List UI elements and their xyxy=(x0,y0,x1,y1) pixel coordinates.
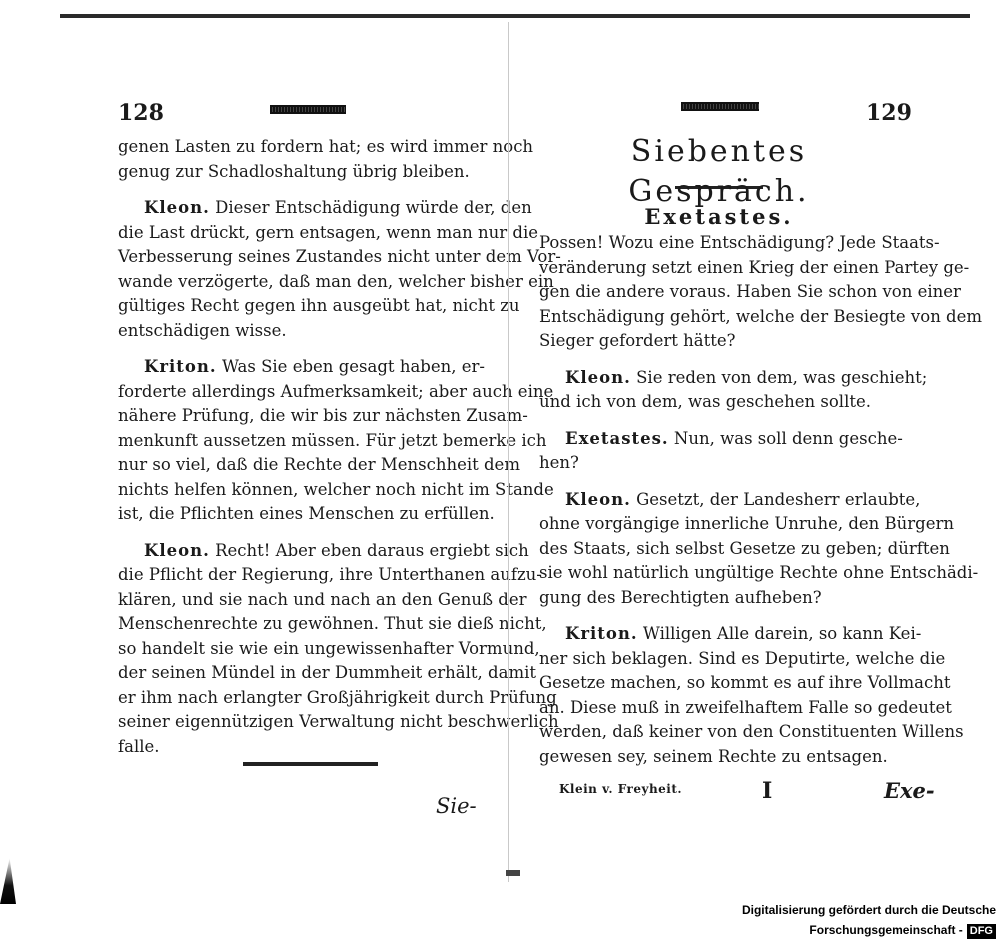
banner-text: Digitalisierung gefördert durch die Deutsche Forschungsgemeinschaft - xyxy=(741,903,996,937)
text-line xyxy=(118,588,527,613)
line-text: die Pflicht der Regierung, ihre Unterthanen aufzu- xyxy=(118,565,542,584)
line-text: ohne vorgängige innerliche Unruhe, den Bürgern xyxy=(539,514,954,533)
text-line xyxy=(118,710,559,735)
text-line xyxy=(539,231,940,256)
text-line xyxy=(539,366,928,391)
text-line xyxy=(539,329,899,354)
catchword-right: Exe- xyxy=(884,778,935,803)
line-text: genug zur Schadloshaltung übrig bleiben. xyxy=(118,161,470,181)
scan-top-bar xyxy=(60,14,970,18)
text-line xyxy=(118,478,554,503)
line-text: forderte allerdings Aufmerksamkeit; aber auch eine xyxy=(118,381,554,401)
line-text: gewesen sey, seinem Rechte zu entsagen. xyxy=(539,746,888,766)
line-text: veränderung setzt einen Krieg der einen Partey ge- xyxy=(539,257,970,277)
speaker-name: Kleon. xyxy=(144,198,210,217)
line-text: nähere Prüfung, die wir bis zur nächsten Zusam- xyxy=(118,406,528,425)
line-text: ner sich beklagen. Sind es Deputirte, welche die xyxy=(539,648,946,668)
line-text: Possen! Wozu eine Entschädigung? Jede Staats- xyxy=(539,233,940,252)
text-line xyxy=(539,671,951,696)
header-ornament-rule-left xyxy=(270,105,346,114)
text-line xyxy=(118,539,529,564)
text-line xyxy=(539,390,899,415)
text-line xyxy=(118,735,485,760)
speaker-name: Kleon. xyxy=(565,489,631,509)
text-line xyxy=(539,586,899,611)
text-line xyxy=(539,305,983,330)
line-text: Dieser Entschädigung würde der, den xyxy=(215,198,532,217)
speaker-name: Kriton. xyxy=(565,624,638,643)
line-text: Entschädigung gehört, welche der Besiegte von dem xyxy=(539,306,983,326)
end-of-text-rule xyxy=(243,762,378,766)
text-line xyxy=(118,294,520,319)
line-text: Gesetze machen, so kommt es auf ihre Vollmacht xyxy=(539,673,951,692)
gutter-mark xyxy=(506,870,520,876)
text-line xyxy=(118,221,539,246)
line-text: die Last drückt, gern entsagen, wenn man nur die xyxy=(118,222,539,242)
line-text: werden, daß keiner von den Constituenten Willens xyxy=(539,722,964,741)
page-footer xyxy=(559,778,989,808)
right-page-text xyxy=(539,231,983,769)
text-line xyxy=(539,427,903,452)
line-text: Sie reden von dem, was geschieht; xyxy=(636,367,928,387)
text-line xyxy=(118,686,557,711)
text-line xyxy=(118,135,534,160)
text-line xyxy=(539,720,964,745)
line-text: so handelt sie wie ein ungewissenhafter Vormund, xyxy=(118,638,540,658)
speaker-name: Exetastes. xyxy=(565,428,669,448)
line-text: falle. xyxy=(118,736,160,756)
text-line xyxy=(118,160,485,185)
signature-mark: I xyxy=(762,778,773,804)
text-line xyxy=(118,637,540,662)
text-line xyxy=(539,745,899,770)
text-line xyxy=(539,622,922,647)
chapter-title: Siebentes Gespräch. xyxy=(628,134,810,209)
line-text: Was Sie eben gesagt haben, er- xyxy=(221,357,485,376)
right-page-text-block xyxy=(539,132,983,769)
text-line xyxy=(118,270,554,295)
line-text: Menschenrechte zu gewöhnen. Thut sie dieß nicht, xyxy=(118,614,547,633)
opening-speaker: Exetastes. xyxy=(644,204,794,229)
line-text: menkunft aussetzen müssen. Für jetzt bemerke ich xyxy=(118,430,547,450)
line-text: entschädigen wisse. xyxy=(118,320,287,340)
text-line xyxy=(539,280,961,305)
line-text: der seinen Mündel in der Dummheit erhält, damit xyxy=(118,663,536,682)
line-text: gung des Berechtigten aufheben? xyxy=(539,587,822,607)
right-page xyxy=(508,22,1001,882)
line-text: nichts helfen können, welcher noch nicht im Stande xyxy=(118,479,554,499)
text-line xyxy=(118,563,542,588)
text-line xyxy=(539,647,946,672)
text-line xyxy=(118,612,547,637)
text-line xyxy=(118,196,532,221)
line-text: klären, und sie nach und nach an den Genuß der xyxy=(118,589,527,609)
catchword-left: Sie- xyxy=(436,794,477,818)
line-text: und ich von dem, was geschehen sollte. xyxy=(539,392,871,411)
text-line xyxy=(118,502,495,527)
line-text: nur so viel, daß die Rechte der Menschheit dem xyxy=(118,455,520,474)
text-line xyxy=(118,380,554,405)
text-line xyxy=(539,512,954,537)
line-text: ist, die Pflichten eines Menschen zu erfüllen. xyxy=(118,504,495,523)
text-line xyxy=(539,451,899,476)
line-text: Willigen Alle darein, so kann Kei- xyxy=(642,624,922,643)
text-line xyxy=(539,537,950,562)
scan-top-edge xyxy=(0,0,1000,22)
line-text: wande verzögerte, daß man den, welcher bisher ein xyxy=(118,271,554,291)
text-line xyxy=(118,245,561,270)
left-page xyxy=(0,22,561,882)
line-text: genen Lasten zu fordern hat; es wird immer noch xyxy=(118,137,534,156)
line-text: des Staats, sich selbst Gesetze zu geben; dürften xyxy=(539,538,950,558)
speaker-name: Kleon. xyxy=(144,540,210,560)
text-line xyxy=(539,696,952,721)
page-number-right: 129 xyxy=(866,100,912,126)
text-line xyxy=(539,488,921,513)
text-line xyxy=(118,404,528,429)
dfg-logo: DFG xyxy=(967,924,996,939)
speaker-name: Kriton. xyxy=(144,357,217,376)
line-text: Gesetzt, der Landesherr erlaubte, xyxy=(636,489,921,509)
text-line xyxy=(118,453,520,478)
line-text: er ihm nach erlangter Großjährigkeit durch Prüfung xyxy=(118,687,557,707)
text-line xyxy=(118,355,485,380)
line-text: gen die andere voraus. Haben Sie schon von einer xyxy=(539,282,961,301)
text-line xyxy=(118,319,485,344)
text-line xyxy=(118,661,536,686)
text-line xyxy=(539,256,970,281)
page-number-left: 128 xyxy=(118,100,164,126)
left-page-text xyxy=(118,135,561,759)
text-line xyxy=(118,429,547,454)
line-text: an. Diese muß in zweifelhaftem Falle so gedeutet xyxy=(539,697,952,717)
line-text: Verbesserung seines Zustandes nicht unter dem Vor- xyxy=(118,247,561,266)
digitization-banner xyxy=(600,900,1000,937)
signature-line: Klein v. Freyheit. xyxy=(559,782,683,796)
scan-edge-shadow xyxy=(0,858,16,904)
line-text: Sieger gefordert hätte? xyxy=(539,331,736,350)
line-text: seiner eigennützigen Verwaltung nicht beschwerlich xyxy=(118,712,559,731)
line-text: sie wohl natürlich ungültige Rechte ohne Entschädi- xyxy=(539,563,979,582)
line-text: gültiges Recht gegen ihn ausgeübt hat, nicht zu xyxy=(118,296,520,315)
header-ornament-rule-right xyxy=(681,102,759,111)
speaker-name: Kleon. xyxy=(565,367,631,387)
text-line xyxy=(539,561,979,586)
line-text: Nun, was soll denn gesche- xyxy=(673,428,903,448)
line-text: hen? xyxy=(539,453,579,472)
line-text: Recht! Aber eben daraus ergiebt sich xyxy=(215,540,529,560)
